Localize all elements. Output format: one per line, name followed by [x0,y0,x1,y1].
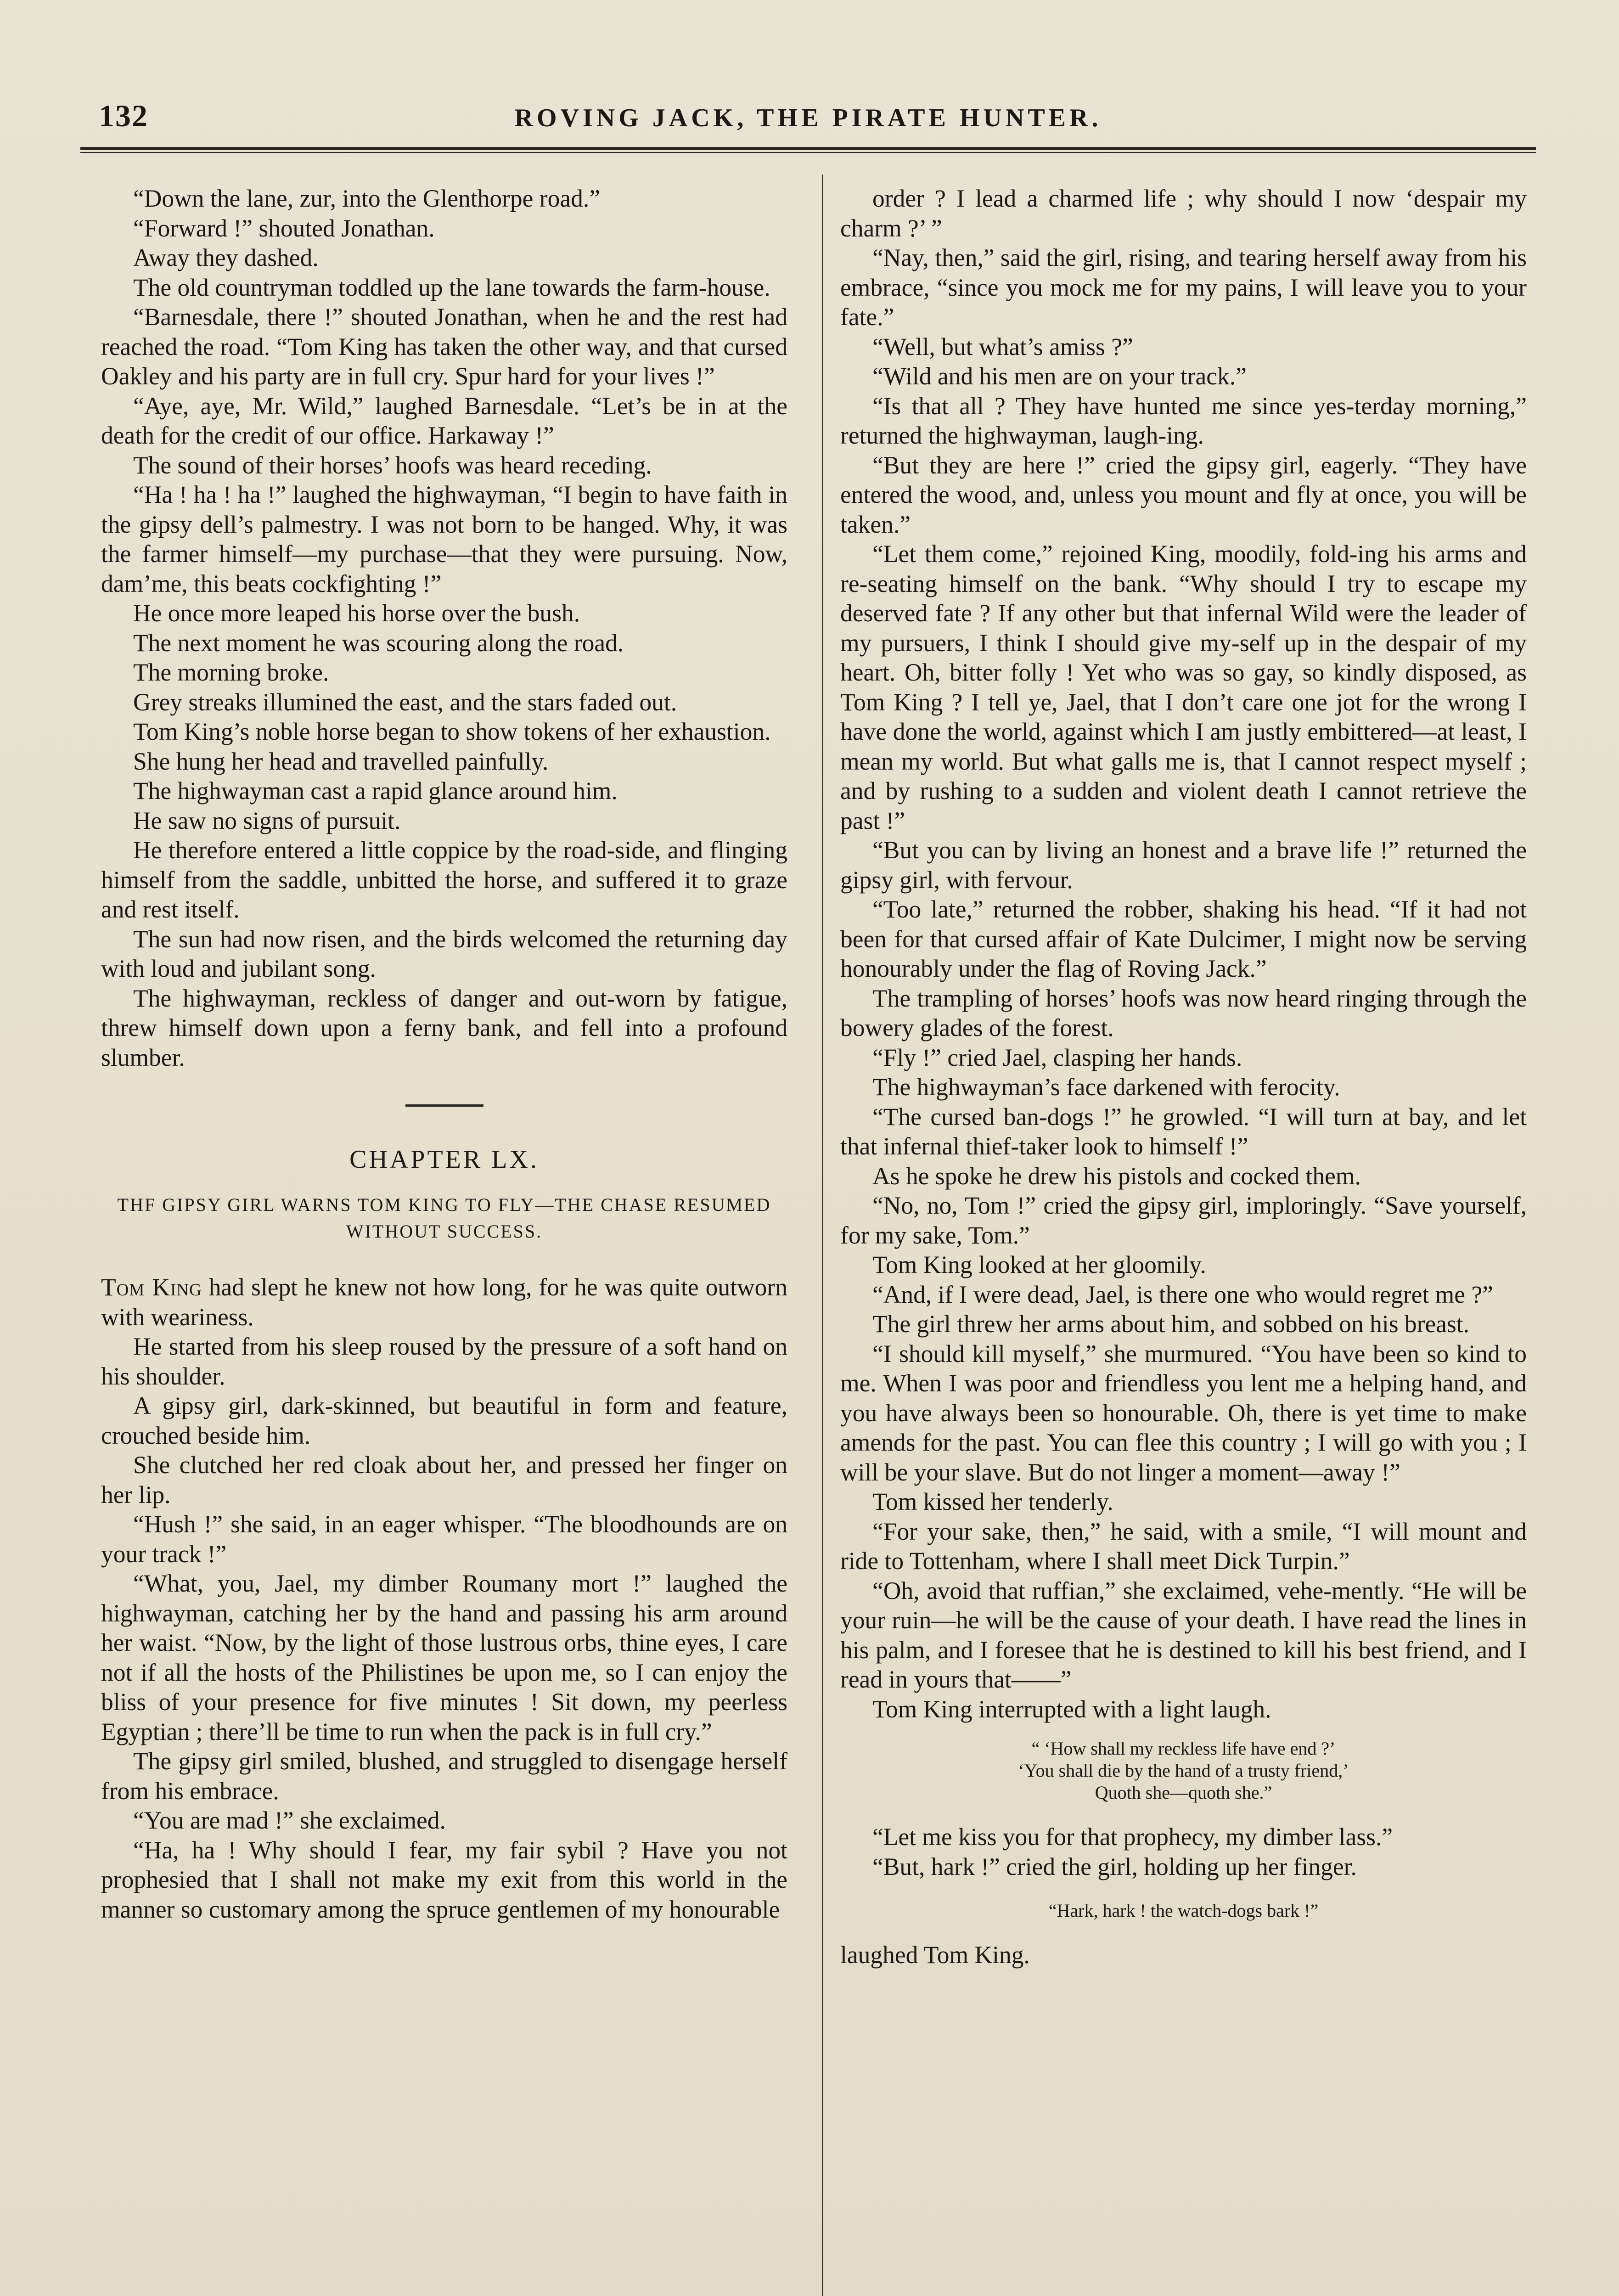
paragraph: He saw no signs of pursuit. [133,806,401,834]
paragraph: “And, if I were dead, Jael, is there one who would regret me ?” [872,1280,1493,1308]
paragraph: Tom King’s noble horse began to show tokens of her exhaustion. [133,718,771,745]
paragraph: The highwayman cast a rapid glance around him. [133,777,618,805]
paragraph: The old countryman toddled up the lane towards the farm-house. [133,273,770,301]
verse-line: “ ‘How shall my reckless life have end ?’ [1031,1738,1336,1759]
paragraph: The highwayman, reckless of danger and out-worn by fatigue, threw himself down upon a ferny bank, and fell into a profound slumber. [101,984,787,1071]
paragraph: “Is that all ? They have hunted me since yes-terday morning,” returned the highwayman, laugh-ing. [840,392,1527,449]
paragraph: “Well, but what’s amiss ?” [872,332,1133,360]
paragraph: “Forward !” shouted Jonathan. [133,214,435,242]
paragraph: Tom King interrupted with a light laugh. [872,1695,1271,1723]
paragraph: “Wild and his men are on your track.” [872,362,1247,390]
page-header [80,94,1536,145]
chapter-opening-paragraph [101,1272,787,1332]
paragraph: “But you can by living an honest and a brave life !” returned the gipsy girl, with fervour. [840,836,1527,894]
paragraph: “Nay, then,” said the girl, rising, and tearing herself away from his embrace, “since you mock me for my pains, I will leave you to your fate.” [840,244,1527,331]
paragraph: The gipsy girl smiled, blushed, and struggled to disengage herself from his embrace. [101,1747,787,1805]
right-paragraphs-after-verse [840,1822,1527,1881]
paragraph: “Ha ! ha ! ha !” laughed the highwayman, “I begin to have faith in the gipsy dell’s palmestry. I was not born to be hanged. Why, it was the farmer himself—my purchase—that they were pursuing. Now, dam’me, this beats cockfighting !” [101,481,787,597]
verse-line: ‘You shall die by the hand of a trusty friend,’ [1018,1760,1349,1781]
paragraph: The sound of their horses’ hoofs was heard receding. [133,451,652,479]
paragraph: The girl threw her arms about him, and sobbed on his breast. [872,1310,1470,1338]
paragraph: “Aye, aye, Mr. Wild,” laughed Barnesdale. “Let’s be in at the death for the credit of our office. Harkaway !” [101,392,787,449]
paragraph: “But, hark !” cried the girl, holding up her finger. [872,1852,1357,1880]
paragraph: As he spoke he drew his pistols and cocked them. [872,1162,1361,1190]
column-divider [822,174,823,2296]
right-paragraphs-before-verse [840,184,1527,1724]
paragraph: A gipsy girl, dark-skinned, but beautiful in form and feature, crouched beside him. [101,1392,787,1449]
paragraph: “Too late,” returned the robber, shaking his head. “If it had not been for that cursed affair of Kate Dulcimer, I might now be serving honourably under the flag of Roving Jack.” [840,895,1527,982]
chapter-opening-name: Tom King [101,1273,202,1301]
verse-block [840,1738,1527,1804]
paragraph: He once more leaped his horse over the bush. [133,599,580,627]
paragraph: “Let them come,” rejoined King, moodily, fold-ing his arms and re-seating himself on the bank. “Why should I try to escape my deserved fate ? If any other but that infernal Wild were the leader of my pursuers, I think I should give my-self up in the despair of my heart. Oh, bitter folly ! Yet who was so gay, so kindly disposed, as Tom King ? I tell ye, Jael, that I don’t care one jot for the wrong I have done the world, against which I am justly embittered—at least, I mean my world. But what galls me is, that I cannot respect myself ; and by rushing to a sudden and violent death I cannot retrieve the past !” [840,540,1527,834]
chapter-separator-rule [405,1104,483,1107]
running-head: ROVING JACK, THE PIRATE HUNTER. [514,104,1102,132]
paragraph: “For your sake, then,” he said, with a smile, “I will mount and ride to Tottenham, where I shall meet Dick Turpin.” [840,1517,1527,1575]
paragraph: The trampling of horses’ hoofs was now heard ringing through the bowery glades of the forest. [840,984,1527,1041]
paragraph: Tom kissed her tenderly. [872,1488,1113,1515]
left-paragraphs-before-chapter [101,184,787,1072]
paragraph: “No, no, Tom !” cried the gipsy girl, imploringly. “Save yourself, for my sake, Tom.” [840,1192,1527,1249]
paragraph: “Oh, avoid that ruffian,” she exclaimed, vehe-mently. “He will be your ruin—he will be the cause of your death. I have read the lines in his palm, and I foresee that he is destined to kill his best friend, and I read in yours that——” [840,1576,1527,1693]
paragraph: “The cursed ban-dogs !” he growled. “I will turn at bay, and let that infernal thief-taker look to himself !” [840,1103,1527,1160]
chapter-opening-text: had slept he knew not how long, for he was quite outworn with weariness. [101,1273,787,1331]
page-number: 132 [99,98,148,133]
chapter-break [101,1104,787,1245]
left-column [101,184,787,1924]
paragraph: The sun had now risen, and the birds welcomed the returning day with loud and jubilant song. [101,925,787,982]
paragraph: The highwayman’s face darkened with ferocity. [872,1073,1340,1101]
paragraph: The morning broke. [133,658,329,686]
paragraph: She clutched her red cloak about her, and pressed her finger on her lip. [101,1451,787,1508]
paragraph: “Hush !” she said, in an eager whisper. “The bloodhounds are on your track !” [101,1510,787,1568]
paragraph: He started from his sleep roused by the pressure of a soft hand on his shoulder. [101,1333,787,1390]
left-paragraphs-after-chapter [101,1332,787,1924]
verse-line: Quoth she—quoth she.” [1095,1782,1272,1803]
paragraph: “But they are here !” cried the gipsy girl, eagerly. “They have entered the wood, and, unless you mount and fly at once, you will be taken.” [840,451,1527,538]
paragraph: “Let me kiss you for that prophecy, my dimber lass.” [872,1823,1393,1851]
paragraph: The next moment he was scouring along the road. [133,629,624,657]
paragraph: order ? I lead a charmed life ; why should I now ‘despair my charm ?’ ” [840,185,1527,242]
paragraph: “Fly !” cried Jael, clasping her hands. [872,1043,1242,1071]
paragraph: “Ha, ha ! Why should I fear, my fair sybil ? Have you not prophesied that I shall not make my exit from this world in the manner so customary among the spruce gentlemen of my honourable [101,1836,787,1923]
paragraph: “You are mad !” she exclaimed. [133,1806,446,1834]
chapter-number: CHAPTER LX. [349,1145,539,1174]
paragraph: Grey streaks illumined the east, and the stars faded out. [133,688,677,716]
paragraph: She hung her head and travelled painfully. [133,747,549,775]
paragraph: “Barnesdale, there !” shouted Jonathan, when he and the rest had reached the road. “Tom King has taken the other way, and that cursed Oakley and his party are in full cry. Spur hard for your lives !” [101,303,787,390]
header-rule [80,147,1536,153]
paragraph: Tom King looked at her gloomily. [872,1251,1206,1278]
closing-line: laughed Tom King. [840,1941,1030,1969]
paragraph: “Down the lane, zur, into the Glenthorpe road.” [133,185,600,212]
paragraph: Away they dashed. [133,244,319,271]
paragraph: “What, you, Jael, my dimber Roumany mort !” laughed the highwayman, catching her by the hand and passing his arm around her waist. “Now, by the light of those lustrous orbs, thine eyes, I care not if all the hosts of the Philistines be upon me, so I can enjoy the bliss of your presence for five minutes ! Sit down, my peerless Egyptian ; there’ll be time to run when the pack is in full cry.” [101,1570,787,1745]
paragraph: He therefore entered a little coppice by the road-side, and flinging himself from the saddle, unbitted the horse, and suffered it to graze and rest itself. [101,836,787,923]
quote-line: “Hark, hark ! the watch-dogs bark !” [1048,1900,1319,1921]
chapter-subtitle: THF GIPSY GIRL WARNS TOM KING TO FLY—THE CHASE RESUMED WITHOUT SUCCESS. [117,1194,771,1242]
paragraph: “I should kill myself,” she murmured. “You have been so kind to me. When I was poor and friendless you lent me a helping hand, and you have always been so honourable. Oh, there is yet time to make amends for the past. You can flee this country ; I will go with you ; I will be your slave. But do not linger a moment—away !” [840,1339,1527,1486]
right-column [840,184,1527,1970]
